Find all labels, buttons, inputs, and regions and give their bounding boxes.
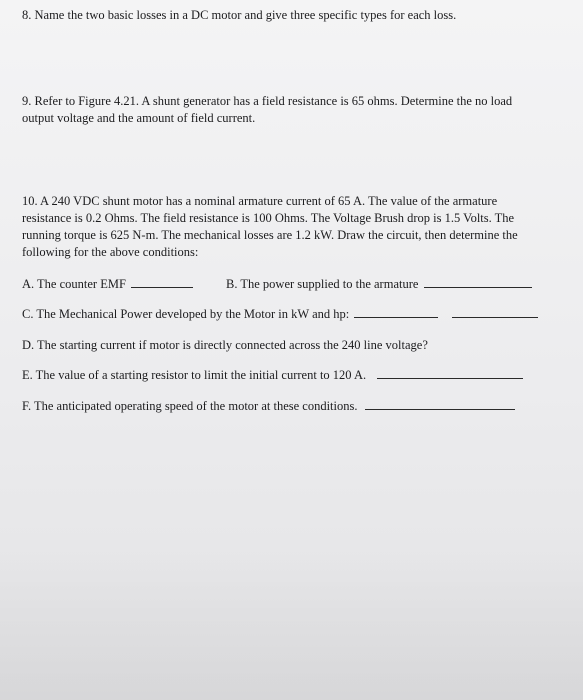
part-e-answer-blank[interactable]	[377, 368, 523, 379]
question-9-line-2: output voltage and the amount of field current.	[22, 111, 256, 125]
part-f-label: F. The anticipated operating speed of the motor at these conditions.	[22, 399, 358, 413]
question-9-line-1: 9. Refer to Figure 4.21. A shunt generator has a field resistance is 65 ohms. Determine the no load	[22, 94, 513, 108]
part-c-answer-blank-hp[interactable]	[452, 307, 538, 318]
part-a-answer-blank[interactable]	[131, 277, 193, 288]
part-e-row	[22, 367, 523, 384]
part-c-row	[22, 306, 538, 323]
part-c-answer-blank-kw[interactable]	[354, 307, 438, 318]
part-e-label: E. The value of a starting resistor to limit the initial current to 120 A.	[22, 368, 367, 382]
part-a-row	[22, 276, 193, 293]
part-a-label: A. The counter EMF	[22, 277, 126, 291]
part-f-row	[22, 398, 515, 415]
part-f-answer-blank[interactable]	[365, 399, 515, 410]
question-10-line-4: following for the above conditions:	[22, 245, 199, 259]
part-b-row	[226, 276, 532, 293]
page-shadow	[0, 550, 583, 700]
question-10-line-1: 10. A 240 VDC shunt motor has a nominal armature current of 65 A. The value of the armature	[22, 194, 498, 208]
question-8: 8. Name the two basic losses in a DC motor and give three specific types for each loss.	[22, 8, 457, 22]
part-b-answer-blank[interactable]	[424, 277, 532, 288]
question-10-line-2: resistance is 0.2 Ohms. The field resistance is 100 Ohms. The Voltage Brush drop is 1.5 Volts. The	[22, 211, 515, 225]
part-b-label: B. The power supplied to the armature	[226, 277, 419, 291]
part-d-label: D. The starting current if motor is directly connected across the 240 line voltage?	[22, 338, 428, 352]
part-c-label: C. The Mechanical Power developed by the Motor in kW and hp:	[22, 307, 350, 321]
question-10-line-3: running torque is 625 N-m. The mechanical losses are 1.2 kW. Draw the circuit, then determine the	[22, 228, 518, 242]
part-d-row	[22, 337, 428, 354]
